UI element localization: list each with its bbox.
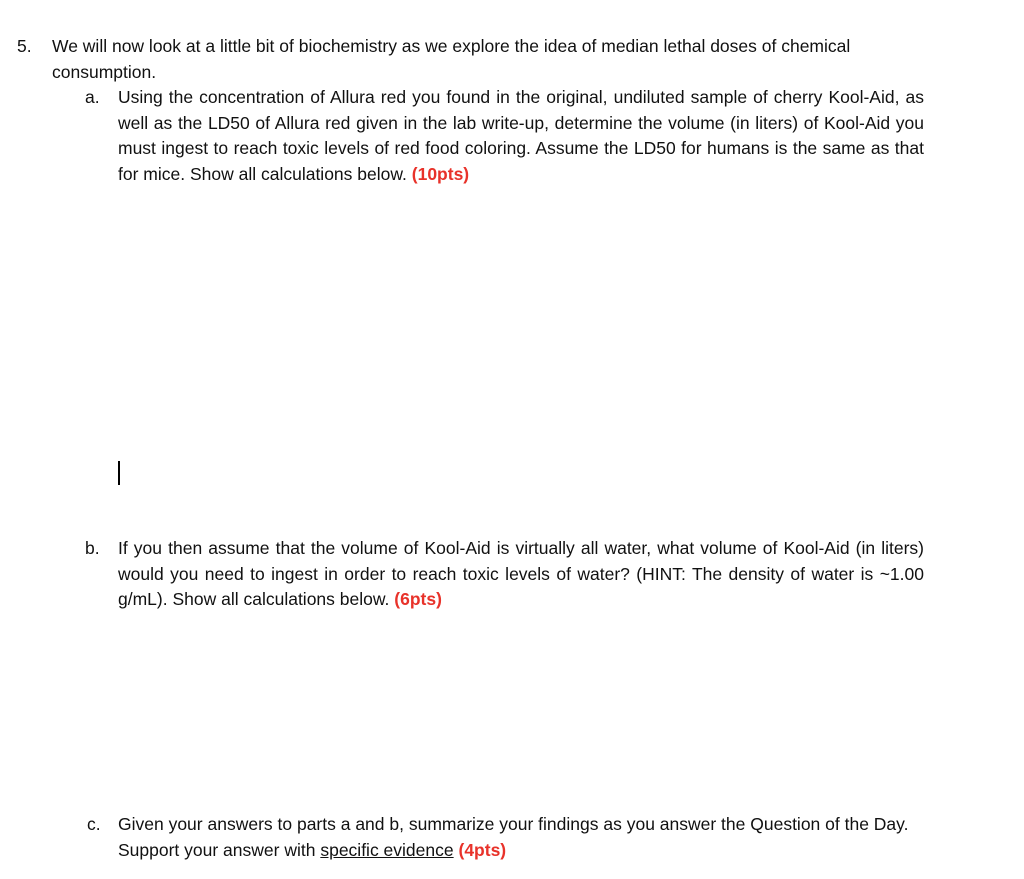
part-b-text xyxy=(118,536,924,613)
part-c-label: c. xyxy=(87,814,101,834)
part-a-body: Using the concentration of Allura red you found in the original, undiluted sample of cherry Kool-Aid, as well as the LD50 of Allura red given in the lab write-up, determine the volume (in liters) of Kool-Aid you must ingest to reach toxic levels of red food coloring. Assume the LD50 for humans is the same as that for mice. Show all calculations below. xyxy=(118,87,924,184)
question-stem-text: We will now look at a little bit of biochemistry as we explore the idea of median lethal doses of chemical consumption. xyxy=(52,36,851,82)
part-c-text xyxy=(118,812,924,863)
part-b-body: If you then assume that the volume of Kool-Aid is virtually all water, what volume of Kool-Aid (in liters) would you need to ingest in order to reach toxic levels of water? (HINT: The density of water is ~1.00 g/mL). Show all calculations below. xyxy=(118,538,924,609)
part-c-body: Given your answers to parts a and b, summarize your findings as you answer the Question of the Day. Support your answer with xyxy=(118,814,909,860)
part-b-points: (6pts) xyxy=(394,589,442,609)
text-cursor[interactable] xyxy=(118,461,120,485)
part-a-text xyxy=(118,85,924,187)
part-c-points: (4pts) xyxy=(458,839,507,860)
question-stem xyxy=(52,34,924,85)
question-number: 5. xyxy=(17,36,32,56)
part-a-label: a. xyxy=(85,87,100,107)
part-b-label: b. xyxy=(85,538,100,558)
part-c-underlined: specific evidence xyxy=(320,839,454,860)
part-a-points: (10pts) xyxy=(411,163,470,184)
